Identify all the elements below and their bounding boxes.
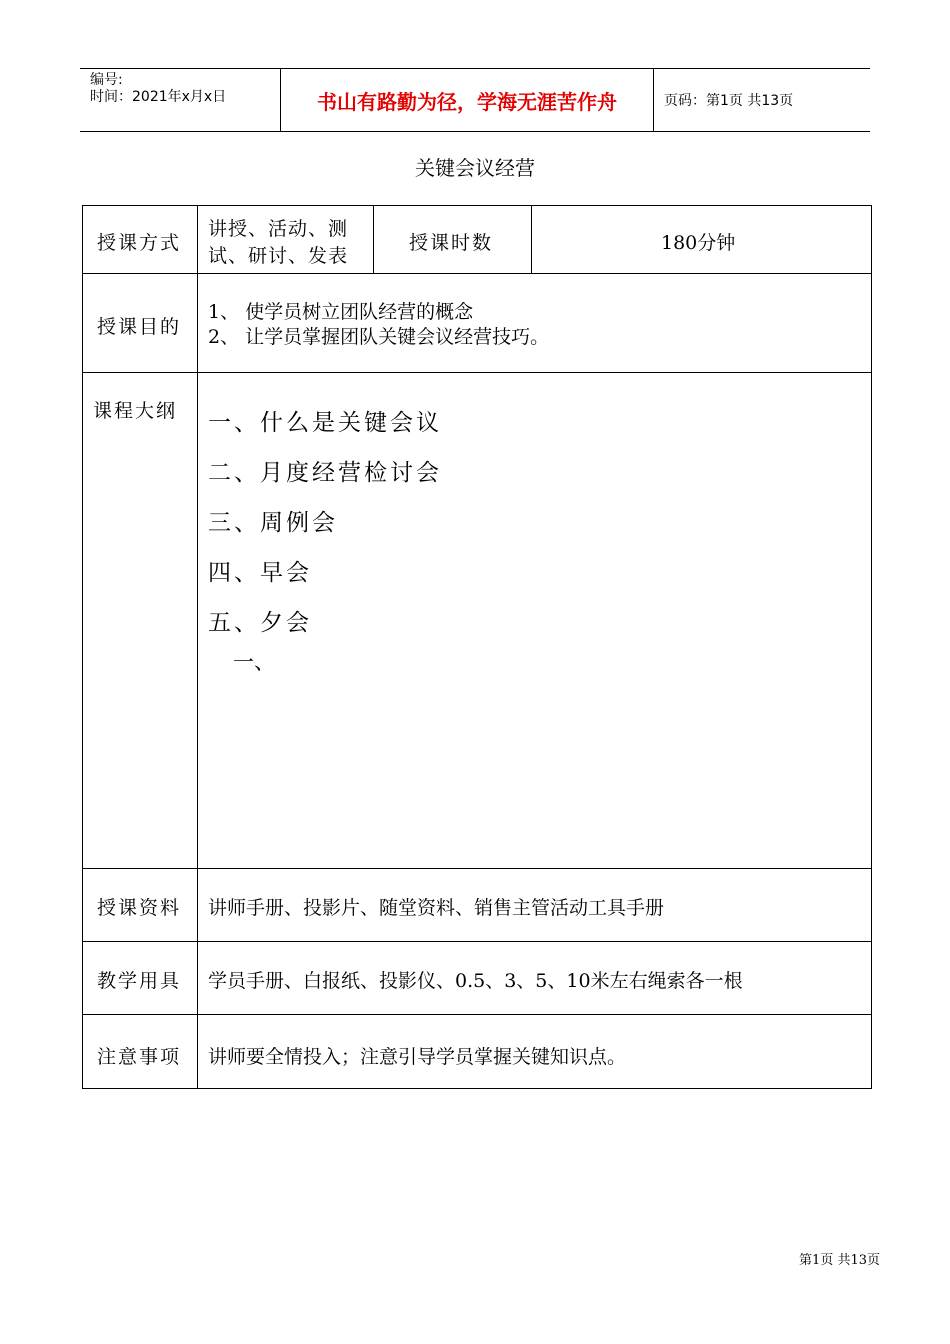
notes-label: 注意事项 bbox=[97, 1046, 182, 1068]
page-footer: 第1页 共13页 bbox=[799, 1253, 880, 1268]
duration-label: 授课时数 bbox=[409, 232, 494, 254]
outline-label: 课程大纲 bbox=[93, 400, 178, 422]
document-title: 关键会议经营 bbox=[415, 156, 535, 180]
outline-item-3: 三、周例会 bbox=[208, 510, 338, 536]
row-divider bbox=[83, 273, 871, 274]
page-info: 页码：第1页 共13页 bbox=[664, 93, 794, 109]
column-divider bbox=[373, 206, 374, 273]
tools-value: 学员手册、白报纸、投影仪、0.5、3、5、10米左右绳索各一根 bbox=[208, 970, 743, 992]
outline-item-1: 一、什么是关键会议 bbox=[208, 410, 442, 436]
header-meta-cell bbox=[80, 69, 281, 131]
row-divider bbox=[83, 372, 871, 373]
goal-item-2: 2、 让学员掌握团队关键会议经营技巧。 bbox=[208, 326, 550, 348]
goal-item-1: 1、 使学员树立团队经营的概念 bbox=[208, 301, 474, 323]
duration-value: 180分钟 bbox=[661, 232, 736, 254]
materials-label: 授课资料 bbox=[97, 897, 182, 919]
outline-item-2: 二、月度经营检讨会 bbox=[208, 460, 442, 486]
outline-extra: 一、 bbox=[233, 650, 275, 674]
row-divider bbox=[83, 941, 871, 942]
materials-value: 讲师手册、投影片、随堂资料、销售主管活动工具手册 bbox=[208, 897, 665, 919]
number-label: 编号: bbox=[90, 72, 123, 88]
method-line-1: 讲授、活动、测 bbox=[208, 218, 349, 240]
time-label: 时间：2021年x月x日 bbox=[90, 89, 227, 105]
outline-item-5: 五、夕会 bbox=[208, 610, 312, 636]
column-divider bbox=[531, 206, 532, 273]
goal-label: 授课目的 bbox=[97, 316, 182, 338]
outline-item-4: 四、早会 bbox=[208, 560, 312, 586]
method-line-2: 试、研讨、发表 bbox=[208, 245, 349, 267]
row-divider bbox=[83, 868, 871, 869]
course-table bbox=[82, 205, 872, 1089]
notes-value: 讲师要全情投入；注意引导学员掌握关键知识点。 bbox=[208, 1046, 627, 1068]
page-header bbox=[80, 68, 870, 132]
method-label: 授课方式 bbox=[97, 232, 182, 254]
motto: 书山有路勤为径，学海无涯苦作舟 bbox=[281, 69, 654, 131]
row-divider bbox=[83, 1014, 871, 1015]
column-divider bbox=[197, 206, 198, 1088]
tools-label: 教学用具 bbox=[97, 970, 182, 992]
